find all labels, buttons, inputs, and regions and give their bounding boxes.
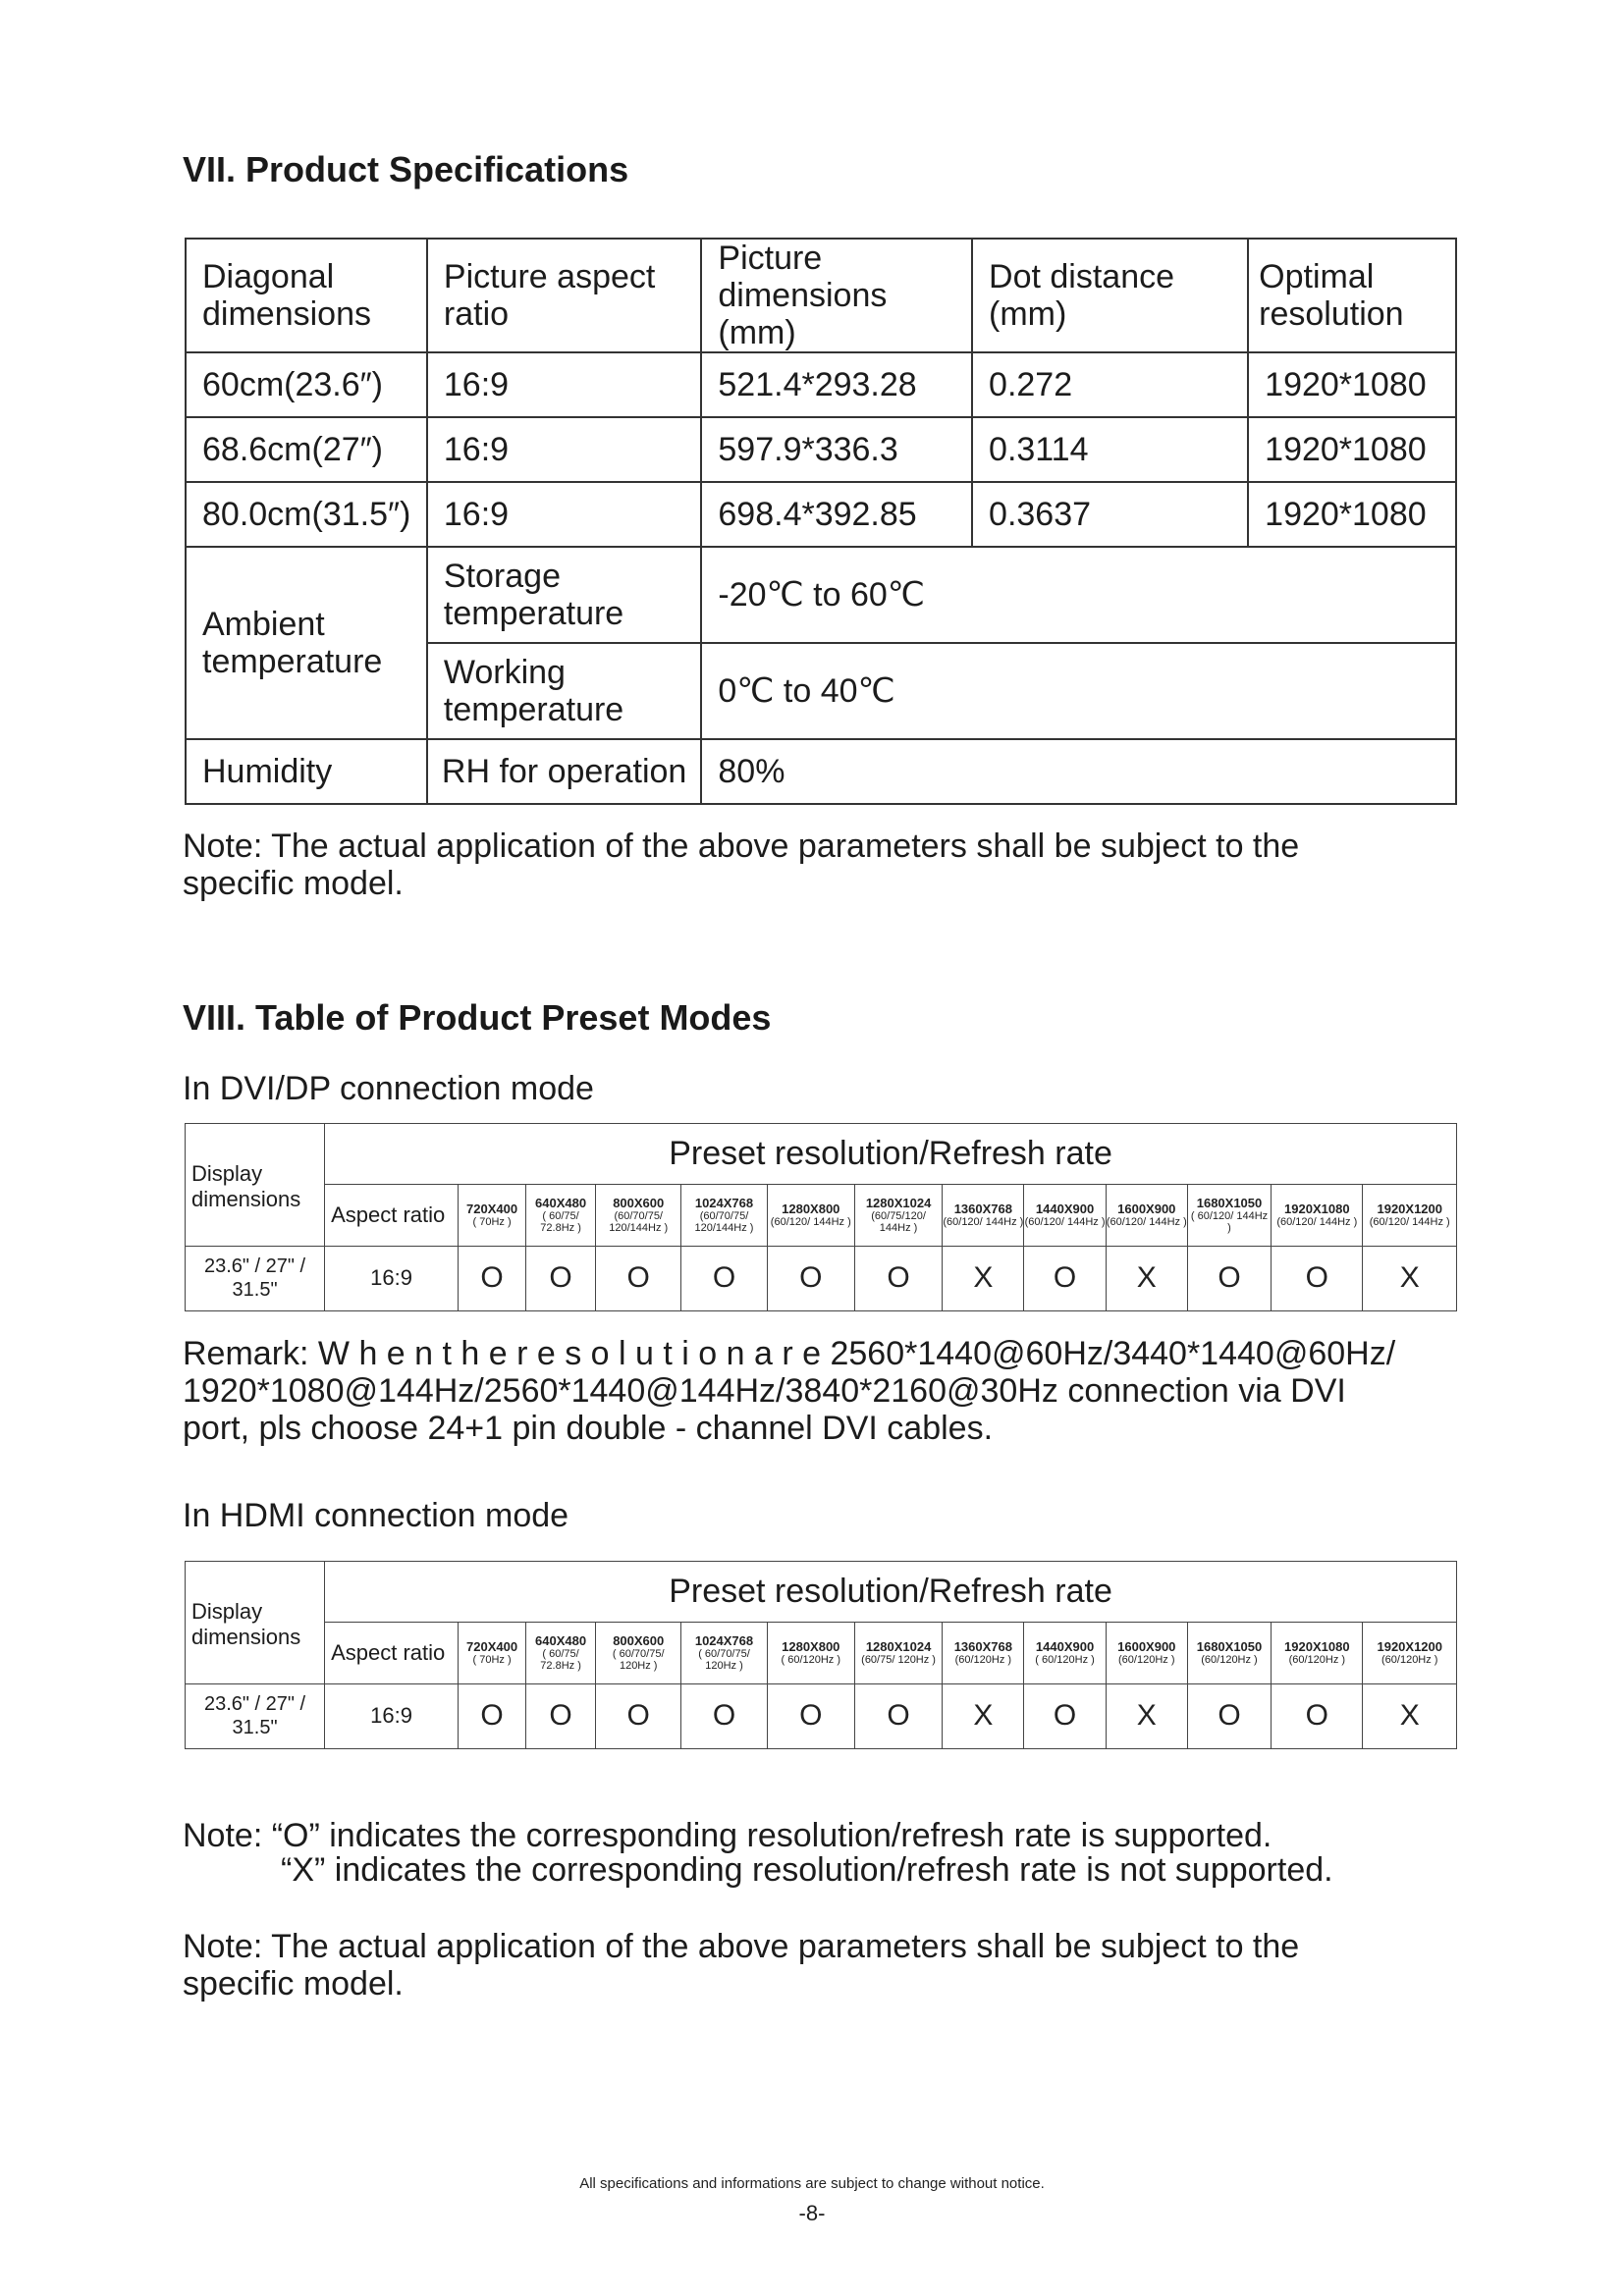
ambient-temperature-label: Ambient temperature xyxy=(186,547,427,739)
display-dimensions-label: Display dimensions xyxy=(186,1562,325,1684)
support-mark: X xyxy=(1106,1683,1187,1748)
spec-cell: 0.3637 xyxy=(972,482,1248,547)
refresh-rate-label: ( 70Hz ) xyxy=(472,1654,512,1667)
support-mark: X xyxy=(1363,1683,1457,1748)
spec-table xyxy=(185,238,1457,805)
resolution-label: 800X600 xyxy=(613,1633,665,1649)
row-aspect-ratio: 16:9 xyxy=(325,1246,459,1310)
support-mark: X xyxy=(943,1683,1024,1748)
storage-temperature-label: Storage temperature xyxy=(427,547,702,643)
resolution-cell xyxy=(1187,1185,1271,1246)
refresh-rate-label: (60/120/ 144Hz ) xyxy=(1276,1216,1358,1229)
support-row xyxy=(186,1683,1457,1748)
spec-header-cell: Dot distance (mm) xyxy=(972,239,1248,352)
dvi-preset-table xyxy=(185,1123,1457,1311)
display-dimensions-label: Display dimensions xyxy=(186,1124,325,1247)
resolution-cell xyxy=(1106,1623,1187,1683)
resolution-cell xyxy=(681,1185,767,1246)
resolution-label: 800X600 xyxy=(613,1196,665,1211)
spec-cell: 1920*1080 xyxy=(1248,417,1456,482)
resolution-cell xyxy=(1187,1623,1271,1683)
resolution-label: 1360X768 xyxy=(953,1639,1012,1655)
refresh-rate-label: (60/70/75/ 120/144Hz ) xyxy=(694,1210,754,1235)
refresh-rate-label: ( 60/70/75/ 120Hz ) xyxy=(698,1648,750,1673)
resolution-label: 1280X800 xyxy=(782,1639,840,1655)
resolution-cell xyxy=(1272,1623,1363,1683)
refresh-rate-label: ( 60/75/ 72.8Hz ) xyxy=(540,1648,581,1673)
resolution-cell xyxy=(767,1185,854,1246)
spec-header-cell: Picture dimensions (mm) xyxy=(701,239,972,352)
refresh-rate-label: (60/120Hz ) xyxy=(954,1654,1012,1667)
resolution-label: 720X400 xyxy=(466,1639,518,1655)
support-mark: O xyxy=(1272,1683,1363,1748)
resolution-label: 1920X1080 xyxy=(1284,1639,1350,1655)
spec-row xyxy=(186,482,1456,547)
refresh-rate-label: (60/120Hz ) xyxy=(1288,1654,1346,1667)
humidity-sub-label: RH for operation xyxy=(427,739,702,804)
aspect-ratio-label: Aspect ratio xyxy=(325,1185,459,1246)
size-label: 23.6" / 27" / 31.5" xyxy=(186,1246,325,1310)
support-mark: O xyxy=(459,1246,526,1310)
resolution-label: 1280X1024 xyxy=(865,1196,932,1211)
resolution-cell xyxy=(1363,1623,1457,1683)
resolution-label: 640X480 xyxy=(535,1196,587,1211)
refresh-rate-label: (60/120/ 144Hz ) xyxy=(770,1216,851,1229)
support-mark: O xyxy=(1187,1683,1271,1748)
resolution-cell xyxy=(767,1623,854,1683)
support-mark: O xyxy=(681,1246,767,1310)
refresh-rate-label: (60/120/ 144Hz ) xyxy=(1369,1216,1450,1229)
support-mark: O xyxy=(854,1683,942,1748)
resolution-cell xyxy=(681,1623,767,1683)
spec-cell: 80.0cm(31.5″) xyxy=(186,482,427,547)
spec-cell: 0.272 xyxy=(972,352,1248,417)
support-mark: X xyxy=(1106,1246,1187,1310)
storage-temperature-value: -20℃ to 60℃ xyxy=(701,547,1456,643)
support-mark: O xyxy=(1187,1246,1271,1310)
refresh-rate-label: (60/120/ 144Hz ) xyxy=(1106,1216,1187,1229)
resolution-label: 1920X1080 xyxy=(1284,1201,1350,1217)
resolution-cell xyxy=(526,1623,596,1683)
spec-row-storage xyxy=(186,547,1456,643)
support-mark: O xyxy=(1272,1246,1363,1310)
spec-cell: 1920*1080 xyxy=(1248,482,1456,547)
support-mark: O xyxy=(681,1683,767,1748)
resolution-cell xyxy=(854,1623,942,1683)
support-mark: O xyxy=(596,1246,681,1310)
working-temperature-value: 0℃ to 40℃ xyxy=(701,643,1456,739)
resolution-cell xyxy=(459,1623,526,1683)
legend-note-o: Note: “O” indicates the corresponding resolution/refresh rate is supported. xyxy=(183,1817,1272,1854)
section-7-title: VII. Product Specifications xyxy=(183,149,629,189)
resolution-cell xyxy=(596,1185,681,1246)
spec-cell: 60cm(23.6″) xyxy=(186,352,427,417)
section-8-title: VIII. Table of Product Preset Modes xyxy=(183,997,772,1038)
resolution-label: 1440X900 xyxy=(1035,1201,1095,1217)
resolution-cell xyxy=(1363,1185,1457,1246)
refresh-rate-label: (60/120Hz ) xyxy=(1201,1654,1258,1667)
dvi-mode-label: In DVI/DP connection mode xyxy=(183,1070,594,1107)
support-mark: O xyxy=(459,1683,526,1748)
refresh-rate-label: ( 60/75/ 72.8Hz ) xyxy=(540,1210,581,1235)
resolution-label: 640X480 xyxy=(535,1633,587,1649)
support-mark: O xyxy=(767,1246,854,1310)
support-row xyxy=(186,1246,1457,1310)
humidity-value: 80% xyxy=(701,739,1456,804)
section-8-note: Note: The actual application of the above parameters shall be subject to the specific model. xyxy=(183,1928,1300,2002)
section-7-note: Note: The actual application of the above parameters shall be subject to the specific model. xyxy=(183,828,1300,902)
resolution-label: 1680X1050 xyxy=(1196,1639,1263,1655)
size-label: 23.6" / 27" / 31.5" xyxy=(186,1683,325,1748)
spec-cell: 1920*1080 xyxy=(1248,352,1456,417)
resolution-row xyxy=(186,1185,1457,1246)
refresh-rate-label: (60/75/ 120Hz ) xyxy=(861,1654,936,1667)
preset-header: Preset resolution/Refresh rate xyxy=(325,1562,1457,1623)
resolution-label: 1600X900 xyxy=(1117,1639,1176,1655)
support-mark: O xyxy=(526,1683,596,1748)
support-mark: X xyxy=(1363,1246,1457,1310)
support-mark: X xyxy=(943,1246,1024,1310)
support-mark: O xyxy=(526,1246,596,1310)
preset-header: Preset resolution/Refresh rate xyxy=(325,1124,1457,1185)
hdmi-preset-table xyxy=(185,1561,1457,1749)
resolution-label: 1360X768 xyxy=(953,1201,1012,1217)
refresh-rate-label: (60/120Hz ) xyxy=(1118,1654,1175,1667)
support-mark: O xyxy=(1024,1683,1106,1748)
refresh-rate-label: ( 70Hz ) xyxy=(472,1216,512,1229)
support-mark: O xyxy=(767,1683,854,1748)
spec-cell: 16:9 xyxy=(427,417,702,482)
support-mark: O xyxy=(1024,1246,1106,1310)
aspect-ratio-label: Aspect ratio xyxy=(325,1623,459,1683)
refresh-rate-label: ( 60/120Hz ) xyxy=(781,1654,841,1667)
resolution-cell xyxy=(1024,1623,1106,1683)
resolution-cell xyxy=(1106,1185,1187,1246)
refresh-rate-label: ( 60/120/ 144Hz ) xyxy=(1190,1210,1269,1235)
refresh-rate-label: ( 60/120Hz ) xyxy=(1035,1654,1095,1667)
hdmi-mode-label: In HDMI connection mode xyxy=(183,1497,569,1534)
spec-row xyxy=(186,417,1456,482)
legend-note-x: “X” indicates the corresponding resolution/refresh rate is not supported. xyxy=(281,1851,1333,1889)
resolution-cell xyxy=(596,1623,681,1683)
spec-cell: 68.6cm(27″) xyxy=(186,417,427,482)
resolution-cell xyxy=(459,1185,526,1246)
resolution-cell xyxy=(943,1185,1024,1246)
spec-header-row xyxy=(186,239,1456,352)
resolution-label: 720X400 xyxy=(466,1201,518,1217)
resolution-label: 1024X768 xyxy=(694,1196,754,1211)
spec-cell: 597.9*336.3 xyxy=(701,417,972,482)
refresh-rate-label: ( 60/70/75/ 120Hz ) xyxy=(612,1648,665,1673)
support-mark: O xyxy=(854,1246,942,1310)
resolution-cell xyxy=(526,1185,596,1246)
resolution-row xyxy=(186,1623,1457,1683)
spec-cell: 521.4*293.28 xyxy=(701,352,972,417)
resolution-cell xyxy=(943,1623,1024,1683)
humidity-label: Humidity xyxy=(186,739,427,804)
spec-header-cell: Optimal resolution xyxy=(1248,239,1456,352)
resolution-label: 1920X1200 xyxy=(1377,1639,1442,1655)
spec-cell: 16:9 xyxy=(427,482,702,547)
row-aspect-ratio: 16:9 xyxy=(325,1683,459,1748)
support-mark: O xyxy=(596,1683,681,1748)
refresh-rate-label: (60/70/75/ 120/144Hz ) xyxy=(609,1210,669,1235)
spec-cell: 16:9 xyxy=(427,352,702,417)
spec-header-cell: Picture aspect ratio xyxy=(427,239,702,352)
refresh-rate-label: (60/120/ 144Hz ) xyxy=(943,1216,1024,1229)
resolution-label: 1280X1024 xyxy=(865,1639,932,1655)
dvi-remark: Remark: W h e n t h e r e s o l u t i o n a r e 2560*1440@60Hz/3440*1440@60Hz/ 1920*1080@144Hz/2560*1440@144Hz/3840*2160@30Hz connection via DVI port, pls choose 24+1 pin double - channel DVI cables. xyxy=(183,1335,1396,1447)
resolution-label: 1280X800 xyxy=(782,1201,840,1217)
footer-disclaimer: All specifications and informations are subject to change without notice. xyxy=(579,2175,1045,2192)
resolution-cell xyxy=(1272,1185,1363,1246)
spec-row xyxy=(186,352,1456,417)
resolution-label: 1024X768 xyxy=(694,1633,754,1649)
refresh-rate-label: (60/75/120/ 144Hz ) xyxy=(871,1210,926,1235)
resolution-label: 1680X1050 xyxy=(1196,1196,1263,1211)
resolution-label: 1600X900 xyxy=(1117,1201,1176,1217)
spec-cell: 698.4*392.85 xyxy=(701,482,972,547)
refresh-rate-label: (60/120Hz ) xyxy=(1381,1654,1438,1667)
resolution-label: 1440X900 xyxy=(1035,1639,1095,1655)
page-number: -8- xyxy=(798,2201,826,2225)
resolution-cell xyxy=(854,1185,942,1246)
resolution-label: 1920X1200 xyxy=(1377,1201,1442,1217)
spec-header-cell: Diagonal dimensions xyxy=(186,239,427,352)
refresh-rate-label: (60/120/ 144Hz ) xyxy=(1024,1216,1106,1229)
spec-row-humidity xyxy=(186,739,1456,804)
working-temperature-label: Working temperature xyxy=(427,643,702,739)
spec-cell: 0.3114 xyxy=(972,417,1248,482)
resolution-cell xyxy=(1024,1185,1106,1246)
